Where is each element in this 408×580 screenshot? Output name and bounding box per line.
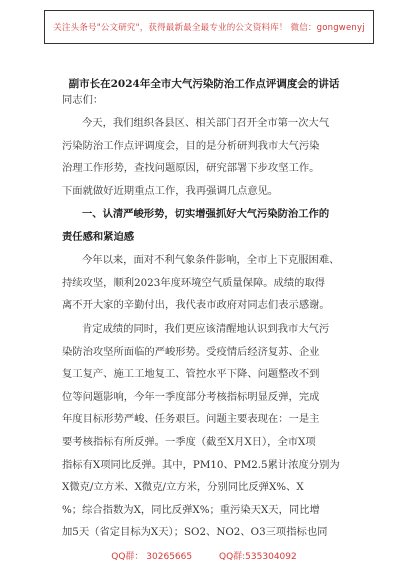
paragraph-line: 今年以来，面对不利气象条件影响，全市上下克服困难、 xyxy=(82,254,340,266)
paragraph-line: 肯定成绩的同时，我们更应该清醒地认识到我市大气污 xyxy=(82,323,330,335)
paragraph-intro xyxy=(62,112,352,202)
paragraph-line: 复工复产、施工工地复工、管控水平下降、问题整改不到 xyxy=(62,368,320,381)
promo-banner: 关注头条号"公文研究"，获得最新最全最专业的公文资料库！ 微信：gongwenyj xyxy=(44,10,374,44)
paragraph-line: 染防治攻坚所面临的严峻形势。受疫情后经济复苏、企业 xyxy=(62,345,320,358)
paragraph-line: 位等问题影响，今年一季度部分考核指标明显反弹，完成 xyxy=(62,390,320,403)
paragraph-line: X微克/立方米、X微克/立方米，分别同比反弹X%、X xyxy=(62,481,304,494)
paragraph-achievements xyxy=(62,249,352,317)
document-title: 副市长在2024年全市大气污染防治工作点评调度会的讲话 xyxy=(68,78,340,90)
footer-contact xyxy=(0,549,408,562)
paragraph-situation xyxy=(62,318,352,544)
heading-line: 责任感和紧迫感 xyxy=(62,230,135,243)
paragraph-line: 污染防治工作点评调度会，目的是分析研判我市大气污染 xyxy=(62,139,320,152)
heading-line: 一、认清严峻形势，切实增强抓好大气污染防治工作的 xyxy=(82,208,330,220)
section-heading-1 xyxy=(62,203,352,248)
paragraph-line: 加5天（省定目标为X天）；SO2、NO2、O3三项指标也同 xyxy=(62,526,328,539)
footer-qq-group-2: QQ群:535304092 xyxy=(218,552,297,562)
greeting: 同志们： xyxy=(62,94,104,106)
paragraph-line: 今天，我们组织各县区、相关部门召开全市第一次大气 xyxy=(82,117,330,129)
paragraph-line: 下面就做好近期重点工作，我再强调几点意见。 xyxy=(62,184,279,197)
footer-qq-group-1: QQ群： 30265665 xyxy=(111,552,193,562)
paragraph-line: %；综合指数为X，同比反弹X%；重污染天X天，同比增 xyxy=(62,503,320,516)
paragraph-line: 持续攻坚，顺利2023年度环境空气质量保障。成绩的取得 xyxy=(62,276,326,289)
paragraph-line: 要考核指标有所反弹。一季度（截至X月X日），全市X项 xyxy=(62,435,316,448)
paragraph-line: 指标有X项同比反弹。其中，PM10、PM2.5累计浓度分别为 xyxy=(62,458,340,471)
paragraph-line: 离不开大家的辛勤付出，我代表市政府对同志们表示感谢。 xyxy=(62,299,330,312)
paragraph-line: 年度目标形势严峻、任务艰巨。问题主要表现在：一是主 xyxy=(62,413,320,426)
paragraph-line: 治理工作形势，查找问题原因，研究部署下步攻坚工作。 xyxy=(62,162,320,175)
